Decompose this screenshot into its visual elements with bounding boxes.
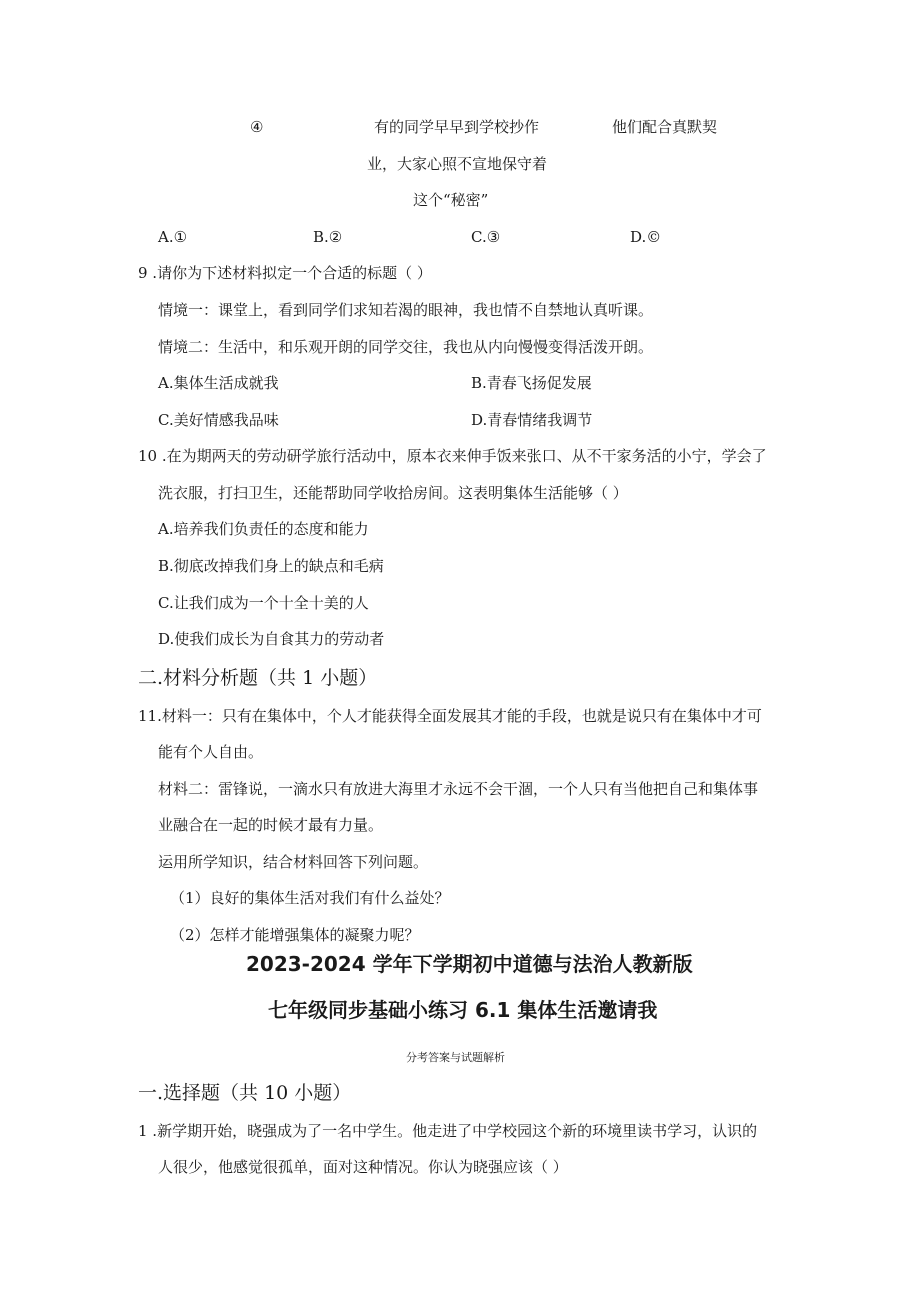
- answer-title-line2: 七年级同步基础小练习 6.1 集体生活邀请我: [268, 998, 658, 1022]
- q8-option-a: A.①: [158, 228, 188, 246]
- row-middle-line1: 有的同学早早到学校抄作: [374, 118, 540, 136]
- row-right: 他们配合真默契: [612, 118, 718, 136]
- q11-line1: 11.材料一：只有在集体中，个人才能获得全面发展其才能的手段，也就是说只有在集体中才可: [138, 707, 762, 725]
- q10-stem-line2: 洗衣服，打扫卫生，还能帮助同学收拾房间。这表明集体生活能够（ ）: [158, 484, 628, 502]
- section2-heading: 二.材料分析题（共 1 小题）: [138, 667, 378, 689]
- q10-option-c: C.让我们成为一个十全十美的人: [158, 594, 369, 612]
- q1-line1: 1 .新学期开始，晓强成为了一名中学生。他走进了中学校园这个新的环境里读书学习，认识的: [138, 1122, 758, 1140]
- q9-scene1: 情境一：课堂上，看到同学们求知若渴的眼神，我也情不自禁地认真听课。: [158, 301, 654, 319]
- row-middle-line3: 这个“秘密”: [413, 191, 489, 209]
- section1-heading: 一.选择题（共 10 小题）: [138, 1082, 352, 1104]
- q11-line4: 业融合在一起的时候才最有力量。: [158, 816, 384, 834]
- q10-option-b: B.彻底改掉我们身上的缺点和毛病: [158, 557, 384, 575]
- q8-option-b: B.②: [313, 228, 343, 246]
- q11-line3: 材料二：雷锋说，一滴水只有放进大海里才永远不会干涸，一个人只有当他把自己和集体事: [158, 780, 759, 798]
- row-number: ④: [250, 118, 264, 136]
- q8-option-d: D.©: [630, 228, 662, 246]
- q9-option-a: A.集体生活成就我: [158, 374, 279, 392]
- q9-option-b: B.青春飞扬促发展: [471, 374, 592, 392]
- answer-subtitle: 分考答案与试题解析: [406, 1051, 505, 1064]
- q11-line2: 能有个人自由。: [158, 743, 264, 761]
- q10-option-a: A.培养我们负责任的态度和能力: [158, 520, 369, 538]
- q9-scene2: 情境二：生活中，和乐观开朗的同学交往，我也从内向慢慢变得活泼开朗。: [158, 338, 654, 356]
- q11-sub2: （2）怎样才能增强集体的凝聚力呢？: [170, 926, 420, 944]
- q9-option-d: D.青春情绪我调节: [471, 411, 593, 429]
- q9-option-c: C.美好情感我品味: [158, 411, 279, 429]
- q11-line5: 运用所学知识，结合材料回答下列问题。: [158, 853, 429, 871]
- row-middle-line2: 业，大家心照不宣地保守着: [367, 155, 548, 173]
- q11-sub1: （1）良好的集体生活对我们有什么益处？: [170, 889, 450, 907]
- q1-line2: 人很少，他感觉很孤单，面对这种情况。你认为晓强应该（ ）: [158, 1158, 568, 1176]
- q10-stem-line1: 10 .在为期两天的劳动研学旅行活动中，原本衣来伸手饭来张口、从不干家务活的小宁，学会了: [138, 447, 767, 465]
- q9-stem: 9 .请你为下述材料拟定一个合适的标题（ ）: [138, 264, 432, 282]
- q8-option-c: C.③: [471, 228, 501, 246]
- answer-title-line1: 2023-2024 学年下学期初中道德与法治人教新版: [246, 952, 693, 976]
- q10-option-d: D.使我们成长为自食其力的劳动者: [158, 630, 385, 648]
